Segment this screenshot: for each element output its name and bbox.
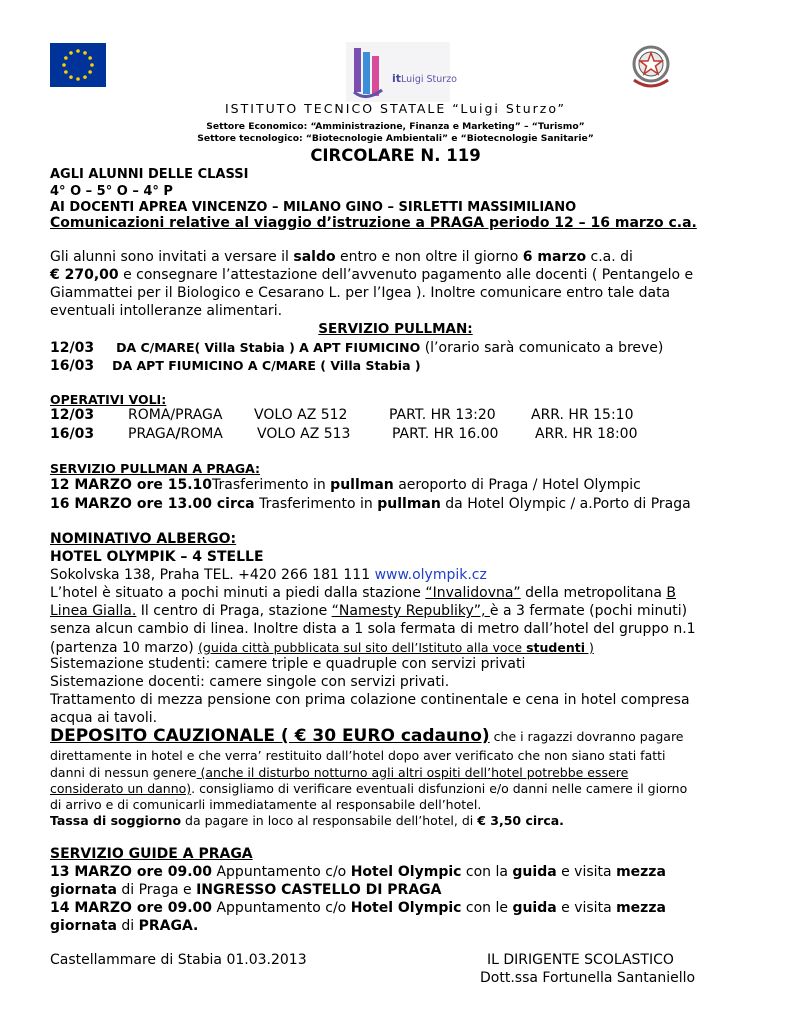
- eu-star: [64, 70, 68, 74]
- hotel-paragraph-2: Linea Gialla. Il centro di Praga, stazione “Namesty Republiky”, è a 3 fermate (pochi minuti): [50, 603, 688, 619]
- eu-star: [90, 63, 94, 67]
- school-logo: [346, 42, 457, 102]
- institute-name: ISTITUTO TECNICO STATALE “Luigi Sturzo”: [225, 101, 566, 116]
- hotel-name: HOTEL OLYMPIK – 4 STELLE: [50, 549, 264, 565]
- eu-star: [88, 70, 92, 74]
- sector-economic: Settore Economico: “Amministrazione, Finanza e Marketing” – “Turismo”: [206, 121, 585, 132]
- student-accommodation: Sistemazione studenti: camere triple e quadruple con servizi privati: [50, 656, 526, 672]
- eu-star: [76, 77, 80, 81]
- eu-flag-logo: [50, 43, 106, 87]
- guide-line-2: giornata di Praga e INGRESSO CASTELLO DI PRAGA: [50, 882, 442, 898]
- hotel-paragraph-3: senza alcun cambio di linea. Inoltre dista a 1 sola fermata di metro dall’hotel del gruppo n.1: [50, 621, 696, 637]
- teacher-accommodation: Sistemazione docenti: camere singole con servizi privati.: [50, 674, 450, 690]
- pullman-row-1: 12/03 DA C/MARE( Villa Stabia ) A APT FIUMICINO (l’orario sarà comunicato a breve): [50, 340, 664, 356]
- intro-line-2: € 270,00 e consegnare l’attestazione dell’avvenuto pagamento alle docenti ( Pentangelo e: [50, 267, 694, 283]
- pullman-praga-title: SERVIZIO PULLMAN A PRAGA:: [50, 461, 261, 476]
- eu-star: [62, 63, 66, 67]
- eu-star: [69, 75, 73, 79]
- pullman-praga-row-1: 12 MARZO ore 15.10Trasferimento in pullman aeroporto di Praga / Hotel Olympic: [50, 477, 641, 493]
- hotel-paragraph-1: L’hotel è situato a pochi minuti a piedi dalla stazione “Invalidovna” della metropolitana B: [50, 585, 677, 601]
- deposit-line-5: di arrivo e di comunicarli immediatamente al responsabile dell’hotel.: [50, 797, 482, 812]
- guide-title: SERVIZIO GUIDE A PRAGA: [50, 846, 253, 862]
- school-logo-text: itLuigi Sturzo: [392, 72, 457, 85]
- intro-line-1: Gli alunni sono invitati a versare il saldo entro e non oltre il giorno 6 marzo c.a. di: [50, 249, 633, 265]
- hotel-website-link[interactable]: www.olympik.cz: [374, 567, 487, 583]
- flights-title: OPERATIVI VOLI:: [50, 392, 167, 407]
- recipients-students: AGLI ALUNNI DELLE CLASSI: [50, 167, 249, 182]
- eu-star: [83, 51, 87, 55]
- eu-star: [69, 51, 73, 55]
- hotel-paragraph-4: (partenza 10 marzo) (guida città pubblicata sul sito dell’Istituto alla voce studenti ): [50, 640, 594, 656]
- signatory-role: IL DIRIGENTE SCOLASTICO: [487, 952, 674, 968]
- italian-republic-emblem: [624, 40, 678, 92]
- guide-line-1: 13 MARZO ore 09.00 Appuntamento c/o Hotel Olympic con la guida e visita mezza: [50, 864, 666, 880]
- recipients-teachers: AI DOCENTI APREA VINCENZO – MILANO GINO – SIRLETTI MASSIMILIANO: [50, 200, 577, 215]
- deposit-line-1: DEPOSITO CAUZIONALE ( € 30 EURO cadauno) che i ragazzi dovranno pagare: [50, 726, 684, 746]
- tourist-tax: Tassa di soggiorno da pagare in loco al responsabile dell’hotel, di € 3,50 circa.: [50, 813, 564, 828]
- deposit-line-4: considerato un danno). consigliamo di verificare eventuali disfunzioni e/o danni nelle camere il giorno: [50, 781, 688, 796]
- eu-star: [88, 56, 92, 60]
- place-date: Castellammare di Stabia 01.03.2013: [50, 952, 307, 968]
- guide-line-4: giornata di PRAGA.: [50, 918, 199, 934]
- eu-star: [64, 56, 68, 60]
- guide-line-3: 14 MARZO ore 09.00 Appuntamento c/o Hotel Olympic con le guida e visita mezza: [50, 900, 666, 916]
- deposit-line-3: danni di nessun genere (anche il disturbo notturno agli altri ospiti dell’hotel potrebbe essere: [50, 765, 629, 780]
- signatory-name: Dott.ssa Fortunella Santaniello: [480, 970, 696, 986]
- intro-line-3: Giammattei per il Biologico e Cesarano L. per l’Igea ). Inoltre comunicare entro tale data: [50, 285, 671, 301]
- pullman-praga-row-2: 16 MARZO ore 13.00 circa Trasferimento in pullman da Hotel Olympic / a.Porto di Praga: [50, 496, 691, 512]
- intro-line-4: eventuali intolleranze alimentari.: [50, 303, 283, 319]
- republic-star-icon: [624, 40, 678, 92]
- deposit-line-2: direttamente in hotel e che verra’ restituito dall’hotel dopo aver verificato che non siano stati fatti: [50, 748, 666, 763]
- half-board-line-2: acqua ai tavoli.: [50, 710, 158, 726]
- eu-stars-icon: [50, 43, 106, 87]
- hotel-address: Sokolvska 138, Praha TEL. +420 266 181 111 www.olympik.cz: [50, 567, 487, 583]
- subject-line: Comunicazioni relative al viaggio d’istruzione a PRAGA periodo 12 – 16 marzo c.a.: [50, 215, 697, 231]
- recipients-classes: 4° O – 5° O – 4° P: [50, 184, 173, 199]
- sector-technological: Settore tecnologico: “Biotecnologie Ambientali” e “Biotecnologie Sanitarie”: [197, 133, 594, 144]
- eu-star: [76, 49, 80, 53]
- circular-number: CIRCOLARE N. 119: [310, 146, 481, 165]
- eu-star: [83, 75, 87, 79]
- pullman-row-2: 16/03 DA APT FIUMICINO A C/MARE ( Villa Stabia ): [50, 358, 421, 374]
- pullman-title: SERVIZIO PULLMAN:: [318, 321, 473, 337]
- hotel-title: NOMINATIVO ALBERGO:: [50, 531, 237, 547]
- half-board-line-1: Trattamento di mezza pensione con prima colazione continentale e cena in hotel compresa: [50, 692, 690, 708]
